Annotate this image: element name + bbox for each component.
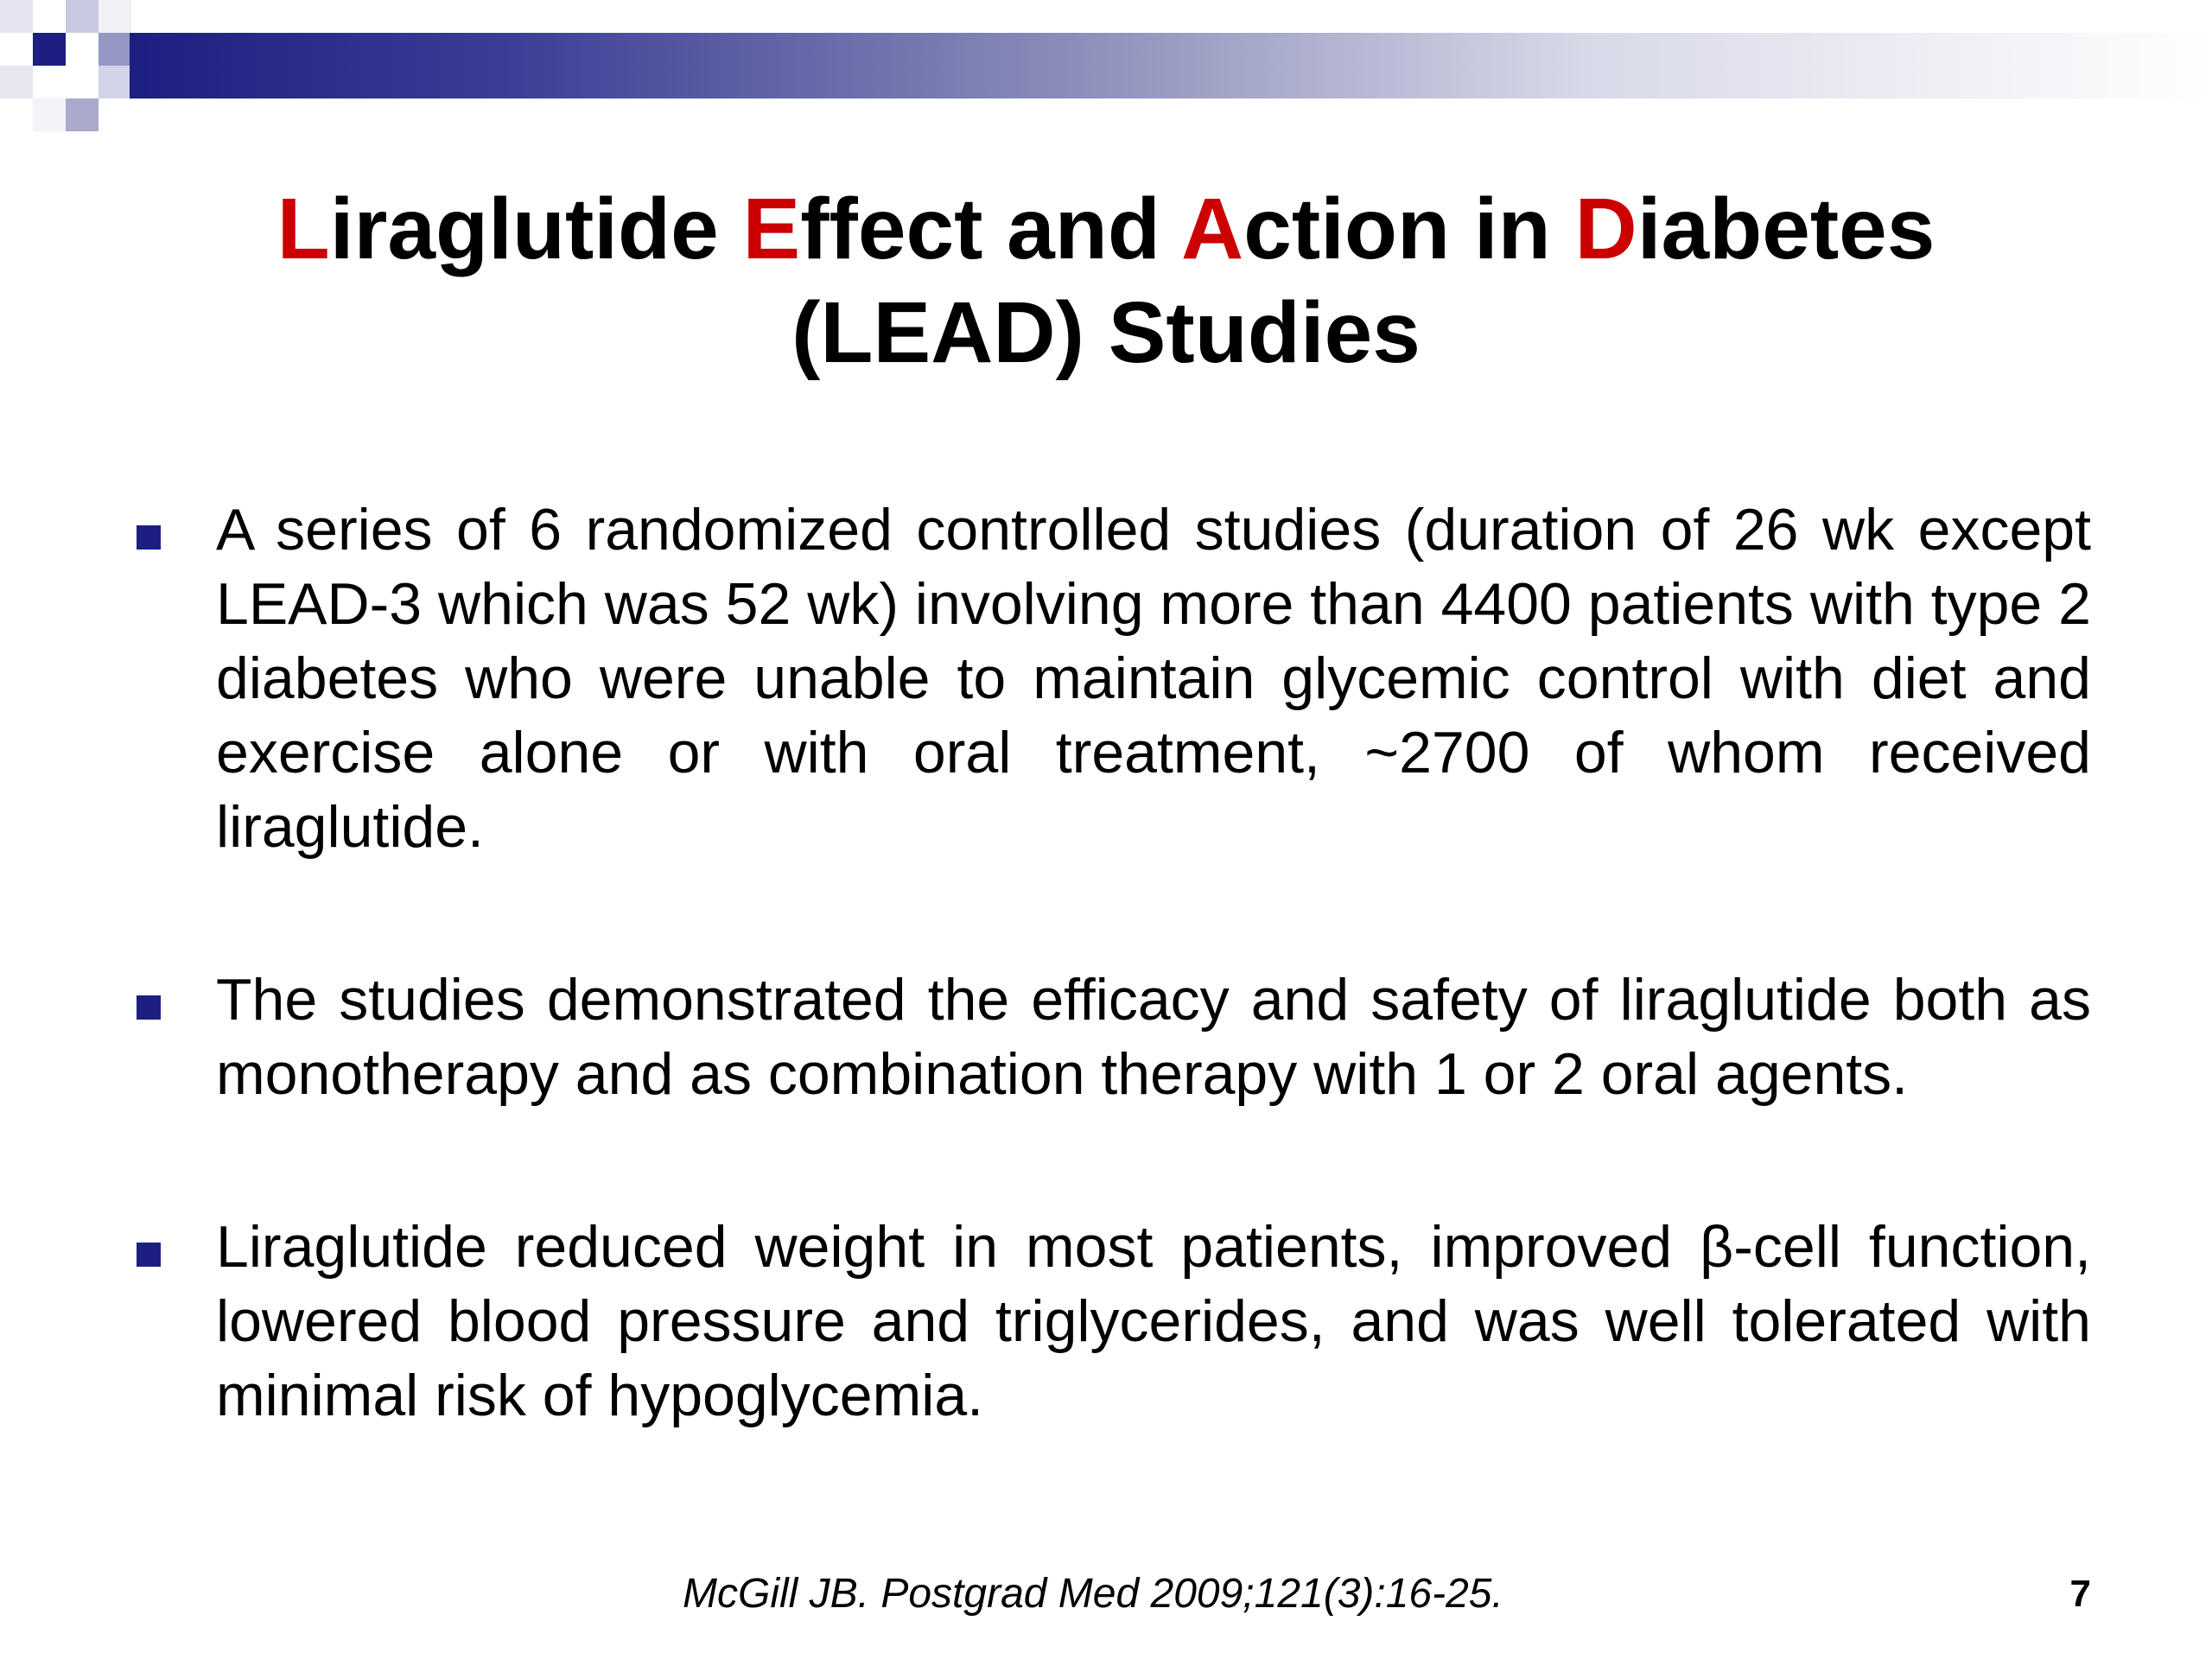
decorative-square <box>99 33 131 66</box>
decorative-square <box>0 0 33 33</box>
title-accent-letter: E <box>742 181 801 277</box>
square-bullet-icon <box>137 525 161 550</box>
decorative-square <box>66 99 99 131</box>
square-bullet-icon <box>137 1243 161 1267</box>
title-accent-letter: A <box>1181 181 1244 277</box>
list-item <box>130 1210 2091 1433</box>
decorative-square <box>99 66 131 99</box>
decorative-square <box>33 99 66 131</box>
decorative-square <box>66 0 99 33</box>
decorative-square <box>0 66 33 99</box>
square-bullet-icon <box>137 995 161 1020</box>
title-text: iraglutide <box>329 181 743 277</box>
bullet-text: Liraglutide reduced weight in most patients, improved β-cell function, lowered blood pressure and triglycerides, and was well tolerated with minimal risk of hypoglycemia. <box>216 1214 2091 1428</box>
list-item <box>130 493 2091 864</box>
list-item <box>130 963 2091 1111</box>
title-text: ffect and <box>800 181 1182 277</box>
decorative-square <box>99 0 131 33</box>
page-number: 7 <box>2069 1573 2091 1615</box>
bullet-text: The studies demonstrated the efficacy and safety of liraglutide both as monotherapy and as combination therapy with 1 or 2 oral agents. <box>216 967 2091 1107</box>
title-accent-letter: L <box>276 181 330 277</box>
bullet-list <box>130 493 2091 1433</box>
title-accent-letter: D <box>1574 181 1637 277</box>
title-text: ction in <box>1243 181 1575 277</box>
header-gradient-band <box>130 33 2212 99</box>
decorative-square <box>33 33 66 66</box>
title-text: iabetes <box>1637 181 1936 277</box>
bullet-text: A series of 6 randomized controlled studies (duration of 26 wk except LEAD-3 which was 52 wk) involving more than 4400 patients with type 2 diabetes who were unable to maintain glycemic control with diet and exercise alone or with oral treatment, ~2700 of whom received liraglutide. <box>216 497 2091 860</box>
slide-title <box>173 177 2039 385</box>
title-line-2: (LEAD) Studies <box>791 284 1421 381</box>
title-line-1 <box>173 177 2039 281</box>
citation: McGill JB. Postgrad Med 2009;121(3):16-25. <box>683 1571 1503 1617</box>
